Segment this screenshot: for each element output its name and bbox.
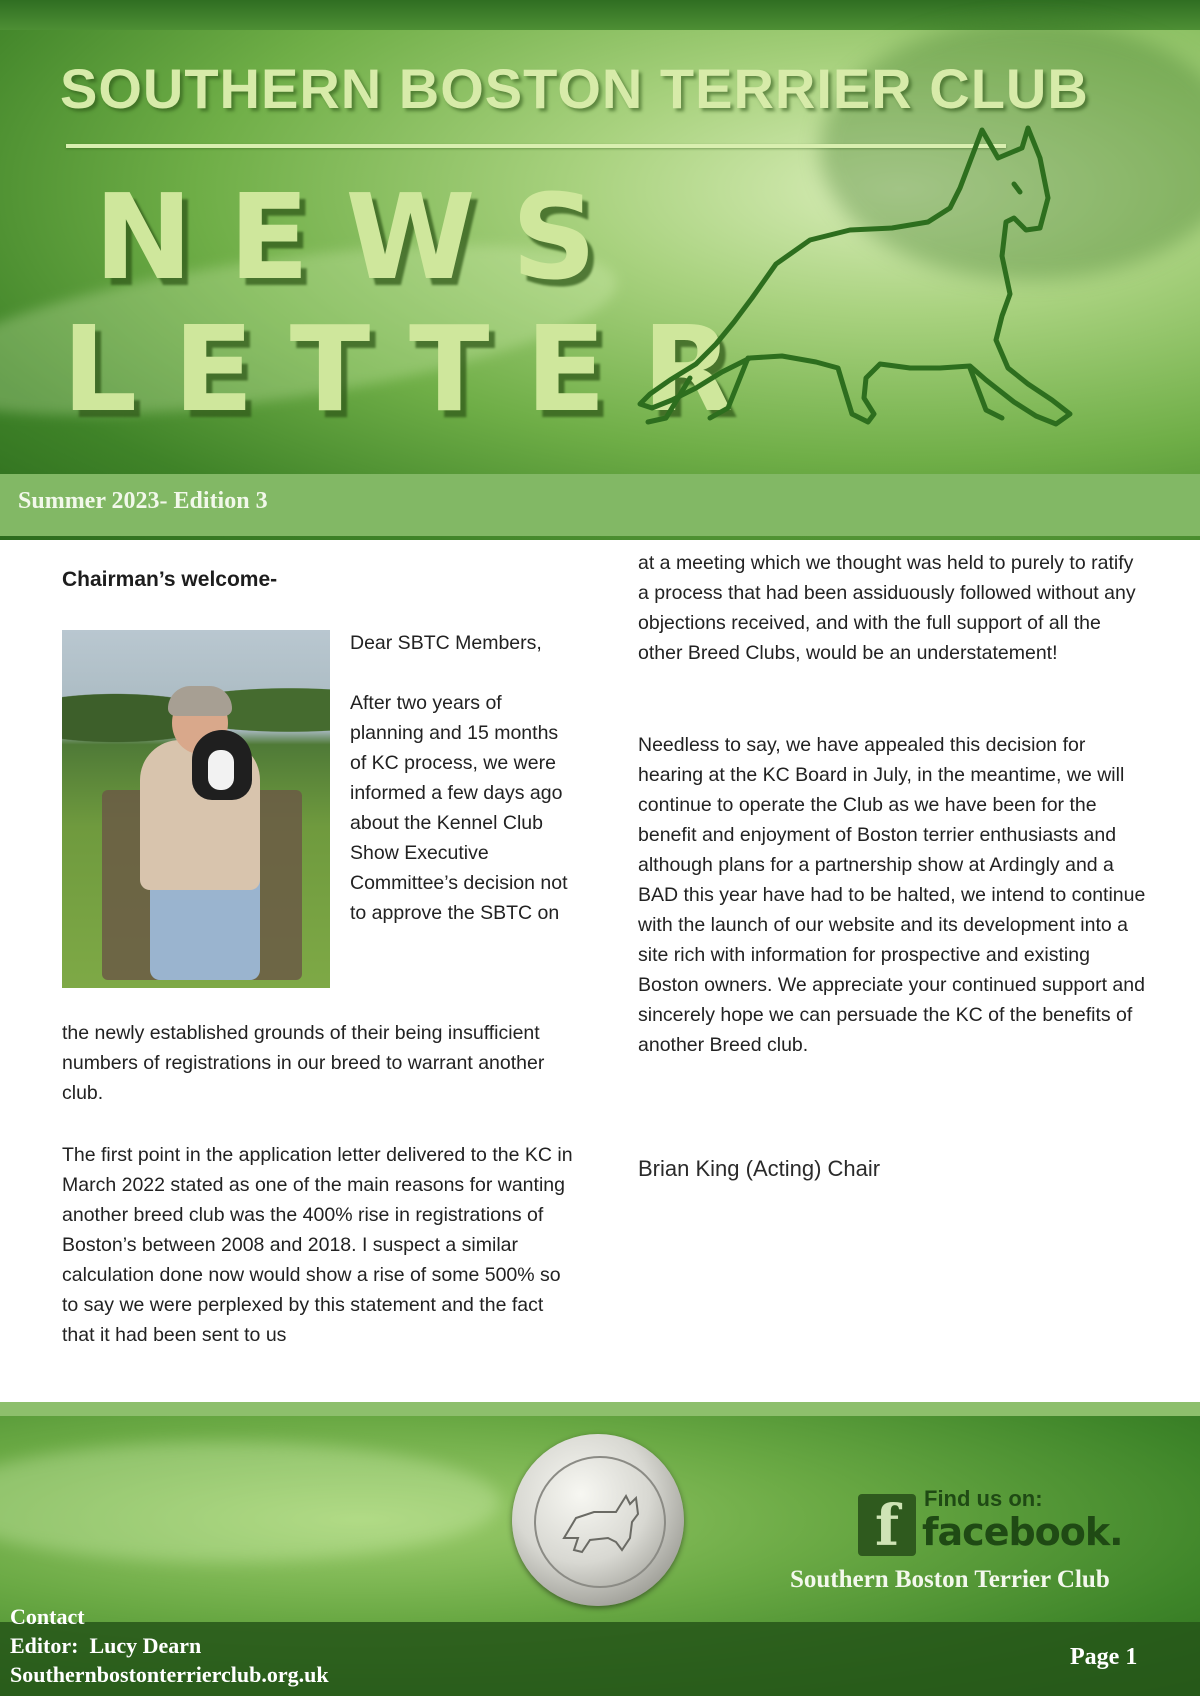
- signature: Brian King (Acting) Chair: [638, 1156, 881, 1181]
- appeal-paragraph: Needless to say, we have appealed this decision for hearing at the KC Board in July, in the meantime, we will continue to operate the Club as we have been for the benefit and enjoyment of Boston terrier enthusiasts and although plans for a partnership show at Ardingly and a BAD this year have had to be halted, we intend to continue with the launch of our website and its development into a site rich with information for prospective and existing Boston owners. We appreciate your continued support and sincerely hope we can persuade the KC of the benefits of another Breed club.: [638, 734, 1146, 1056]
- masthead: [0, 0, 1200, 540]
- footer-club-name: Southern Boston Terrier Club: [790, 1566, 1110, 1593]
- greeting-paragraph: Dear SBTC Members,: [350, 632, 542, 654]
- first-point-paragraph: The first point in the application letter delivered to the KC in March 2022 stated as one of the main reasons for wanting another breed club was the 400% rise in registrations of Boston’s between 2008 and 2018. I suspect a similar calculation done now would show a rise of some 500% so to say we were perplexed by this statement and the fact that it had been sent to us: [62, 1144, 573, 1346]
- website-link[interactable]: Southernbostonterrierclub.org.uk: [10, 1662, 329, 1687]
- intro-paragraph: After two years of planning and 15 months of KC process, we were informed a few days ago about the Kennel Club Show Executive Committee’s decision not to approve the SBTC on: [350, 692, 568, 924]
- article-heading: Chairman’s welcome-: [62, 568, 278, 591]
- intro-continued-paragraph: the newly established grounds of their being insufficient numbers of registrations in our breed to warrant another club.: [62, 1022, 545, 1104]
- seal-dog-icon: [512, 1434, 684, 1606]
- contact-label: Contact: [10, 1604, 85, 1629]
- facebook-wordmark: facebook.: [922, 1510, 1123, 1554]
- contact-block: [10, 1602, 329, 1689]
- edition-bar: [0, 474, 1200, 536]
- chairman-photo: [62, 630, 330, 988]
- editor-label: Editor:: [10, 1633, 79, 1658]
- photo-dog-face: [208, 750, 234, 790]
- newsletter-word-news: NEWS: [94, 168, 633, 306]
- club-seal-icon: [512, 1434, 684, 1606]
- page-number: Page 1: [1070, 1644, 1138, 1670]
- footer-top-band: [0, 1402, 1200, 1416]
- edition-label: Summer 2023- Edition 3: [18, 488, 268, 514]
- editor-line: [10, 1631, 329, 1660]
- facebook-logo-icon[interactable]: [858, 1486, 1123, 1559]
- boston-terrier-outline-icon: [630, 118, 1150, 458]
- facebook-find-us-label: Find us on:: [924, 1486, 1043, 1511]
- newsletter-word-letter: LETTER: [62, 300, 769, 438]
- club-title: SOUTHERN BOSTON TERRIER CLUB: [60, 57, 1089, 120]
- facebook-f-icon: f: [858, 1494, 916, 1556]
- footer: [0, 1402, 1200, 1696]
- editor-name: Lucy Dearn: [89, 1633, 202, 1658]
- meeting-paragraph: at a meeting which we thought was held to purely to ratify a process that had been assiduously followed without any objections received, and with the full support of all the other Breed Clubs, would be an understatement!: [638, 552, 1136, 664]
- footer-glow: [0, 1442, 500, 1562]
- photo-person-hair: [168, 686, 232, 716]
